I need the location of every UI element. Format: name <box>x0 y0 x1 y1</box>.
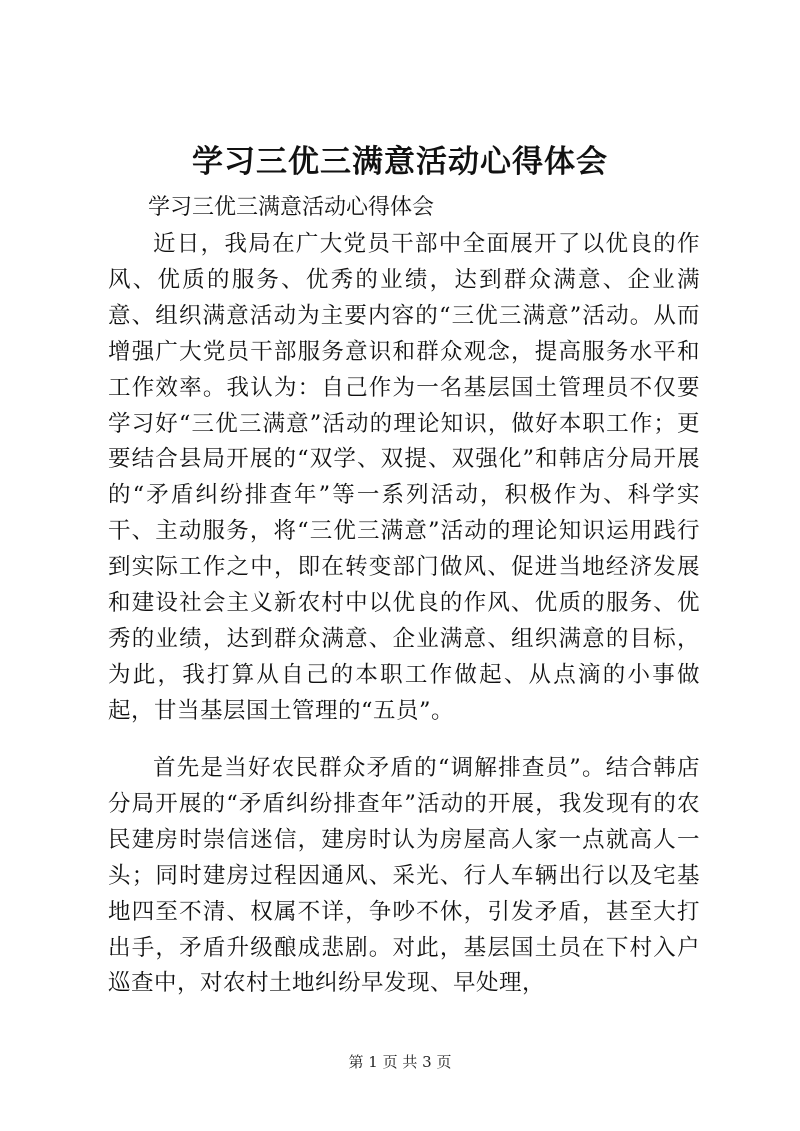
paragraph: 首先是当好农民群众矛盾的“调解排查员”。结合韩店分局开展的“矛盾纠纷排查年”活动的开展，我发现有的农民建房时崇信迷信，建房时认为房屋高人家一点就高人一头；同时建房过程因通风、采光、行人车辆出行以及宅基地四至不清、权属不详，争吵不休，引发矛盾，甚至大打出手，矛盾升级酿成悲剧。对此，基层国土员在下村入户巡查中，对农村土地纠纷早发现、早处理， <box>108 755 700 997</box>
paragraph-block <box>108 227 700 730</box>
paragraph-block <box>108 751 700 1002</box>
page-title: 学习三优三满意活动心得体会 <box>192 144 608 180</box>
paragraph: 近日，我局在广大党员干部中全面展开了以优良的作风、优质的服务、优秀的业绩，达到群众满意、企业满意、组织满意活动为主要内容的“三优三满意”活动。从而增强广大党员干部服务意识和群众观念，提高服务水平和工作效率。我认为：自己作为一名基层国土管理员不仅要学习好“三优三满意”活动的理论知识，做好本职工作；更要结合县局开展的“双学、双提、双强化”和韩店分局开展的“矛盾纠纷排查年”等一系列活动，积极作为、科学实干、主动服务，将“三优三满意”活动的理论知识运用践行到实际工作之中，即在转变部门做风、促进当地经济发展和建设社会主义新农村中以优良的作风、优质的服务、优秀的业绩，达到群众满意、企业满意、组织满意的目标，为此，我打算从自己的本职工作做起、从点滴的小事做起，甘当基层国土管理的“五员”。 <box>108 231 700 724</box>
document-subtitle: 学习三优三满意活动心得体会 <box>148 195 435 220</box>
page-footer: 第 1 页 共 3 页 <box>348 1053 452 1071</box>
